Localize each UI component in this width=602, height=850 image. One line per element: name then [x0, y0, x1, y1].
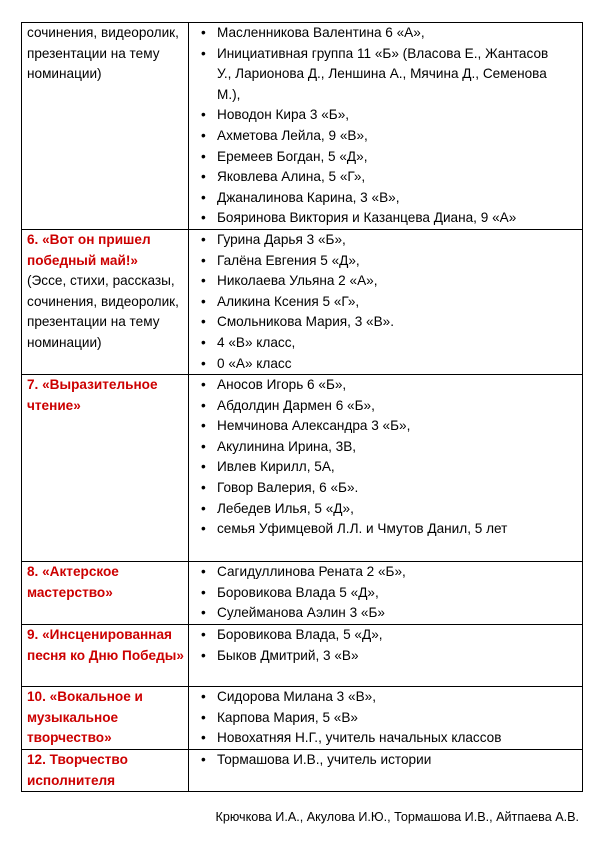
participant-item: • Инициативная группа 11 «Б» (Власова Е., Жантасов: [194, 44, 578, 65]
participant-item: • 0 «А» класс: [194, 354, 578, 375]
participant-item: • Аликина Ксения 5 «Г»,: [194, 292, 578, 313]
nomination-title: 9. «Инсценированная песня ко Дню Победы»: [27, 627, 184, 663]
participants-cell: [189, 562, 583, 625]
participants-cell: [189, 750, 583, 792]
participant-item: • Абдолдин Дармен 6 «Б»,: [194, 396, 578, 417]
nomination-category: [22, 562, 189, 625]
nominations-table: [21, 22, 583, 792]
participants-list: [194, 687, 578, 749]
participant-item: • Акулинина Ирина, 3В,: [194, 437, 578, 458]
participant-item: • Немчинова Александра 3 «Б»,: [194, 416, 578, 437]
authors-footer: Крючкова И.А., Акулова И.Ю., Тормашова И.В., Айтпаева А.В.: [215, 810, 579, 824]
participants-list: [194, 750, 578, 771]
nomination-category: [22, 625, 189, 687]
participant-item: • Масленникова Валентина 6 «А»,: [194, 23, 578, 44]
participant-item: • Боровикова Влада, 5 «Д»,: [194, 625, 578, 646]
participant-item: • Гурина Дарья 3 «Б»,: [194, 230, 578, 251]
participant-item: М.),: [217, 86, 241, 102]
nomination-row: [22, 375, 583, 562]
participants-list: [194, 562, 578, 624]
nomination-row: [22, 229, 583, 374]
participant-item: • Лебедев Илья, 5 «Д»,: [194, 499, 578, 520]
nomination-title: 12. Творчество исполнителя: [27, 752, 128, 788]
participant-item: • Сидорова Милана 3 «В»,: [194, 687, 578, 708]
participants-cell: [189, 625, 583, 687]
participant-item: • Николаева Ульяна 2 «А»,: [194, 271, 578, 292]
participant-item: • Яковлева Алина, 5 «Г»,: [194, 167, 578, 188]
nomination-title: 8. «Актерское мастерство»: [27, 564, 119, 600]
participant-item: • Еремеев Богдан, 5 «Д»,: [194, 147, 578, 168]
nomination-category: [22, 375, 189, 562]
nomination-category: [22, 750, 189, 792]
participant-item: • Смольникова Мария, 3 «В».: [194, 312, 578, 333]
nomination-category: [22, 687, 189, 750]
participants-cell: [189, 375, 583, 562]
participant-item: • Боровикова Влада 5 «Д»,: [194, 583, 578, 604]
participant-item: • Быков Дмитрий, 3 «В»: [194, 646, 578, 667]
participant-item: • Сулейманова Аэлин 3 «Б»: [194, 603, 578, 624]
participant-item: • Новодон Кира 3 «Б»,: [194, 105, 578, 126]
participants-cell: [189, 23, 583, 230]
participant-item: • Ахметова Лейла, 9 «В»,: [194, 126, 578, 147]
participant-item: • Ивлев Кирилл, 5А,: [194, 457, 578, 478]
nomination-row: [22, 750, 583, 792]
nomination-row: [22, 23, 583, 230]
participant-item: • Говор Валерия, 6 «Б».: [194, 478, 578, 499]
participant-item: • Тормашова И.В., учитель истории: [194, 750, 578, 771]
participant-item: • Бояринова Виктория и Казанцева Диана, 9 «А»: [194, 208, 578, 229]
nomination-row: [22, 562, 583, 625]
nomination-category: [22, 23, 189, 230]
participant-item: • семья Уфимцевой Л.Л. и Чмутов Данил, 5 лет: [194, 519, 578, 540]
nomination-title: 10. «Вокальное и музыкальное творчество»: [27, 689, 143, 746]
participant-item: • Новохатняя Н.Г., учитель начальных классов: [194, 728, 578, 749]
nomination-description: сочинения, видеоролик, презентации на тему номинации): [27, 25, 179, 82]
participants-list: [194, 23, 578, 229]
participant-item: • Сагидуллинова Рената 2 «Б»,: [194, 562, 578, 583]
nomination-title: 6. «Вот он пришел победный май!»: [27, 231, 151, 268]
participant-item: • Карпова Мария, 5 «В»: [194, 708, 578, 729]
participant-item: • 4 «В» класс,: [194, 333, 578, 354]
nomination-description: (Эссе, стихи, рассказы, сочинения, видеоролик, презентации на тему номинации): [27, 273, 179, 350]
participants-cell: [189, 229, 583, 374]
nomination-title: 7. «Выразительное чтение»: [27, 377, 158, 413]
participants-list: [194, 625, 578, 666]
nomination-category: [22, 229, 189, 374]
nominations-body: [22, 23, 583, 792]
participant-item: • Галёна Евгения 5 «Д»,: [194, 251, 578, 272]
participants-cell: [189, 687, 583, 750]
participants-list: [194, 375, 578, 540]
nomination-row: [22, 625, 583, 687]
participants-list: [194, 230, 578, 374]
participant-item: У., Ларионова Д., Леншина А., Мячина Д., Семенова: [217, 66, 547, 82]
participant-item: • Аносов Игорь 6 «Б»,: [194, 375, 578, 396]
participant-item: • Джаналинова Карина, 3 «В»,: [194, 188, 578, 209]
nomination-row: [22, 687, 583, 750]
